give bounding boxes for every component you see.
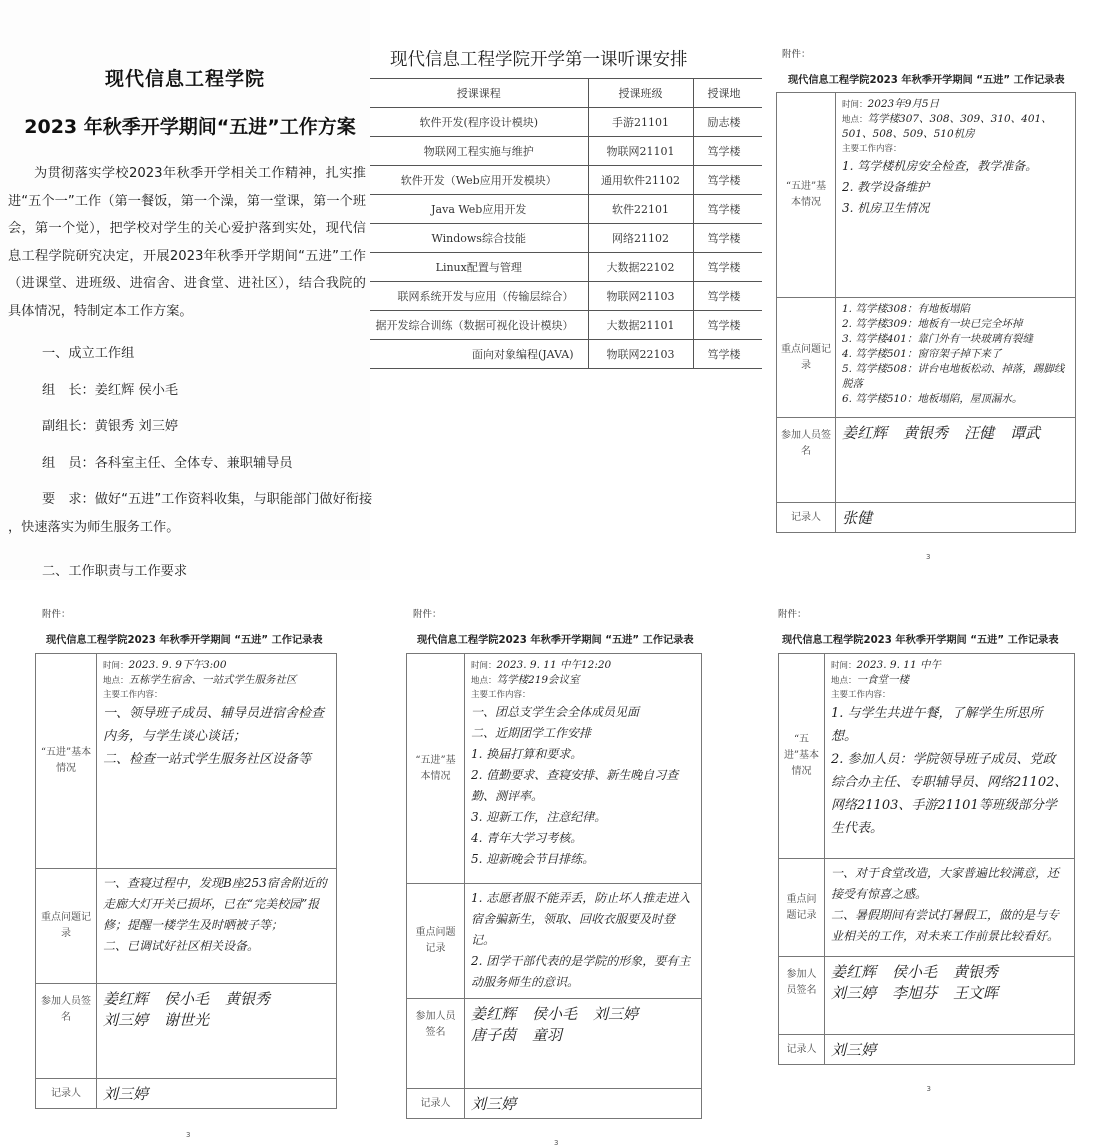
cell-place: 笃学楼	[693, 224, 790, 253]
record-place: 五栋学生宿舍、一站式学生服务社区	[128, 674, 297, 686]
record-time: 2023年9月5日	[867, 98, 940, 110]
schedule-row	[370, 253, 790, 282]
schedule-row	[370, 108, 790, 137]
row-recorder	[777, 503, 1076, 533]
participant-signature: 谭武	[1010, 424, 1041, 442]
cell-place: 励志楼	[693, 108, 790, 137]
participant-signature: 汪健	[964, 424, 995, 442]
participant-signature: 刘三婷	[103, 1011, 149, 1029]
label-key-issues: 重点问题记录	[777, 298, 836, 418]
content-item: 1. 换届打算和要求。	[471, 747, 583, 761]
issue-item: 2. 笃学楼309：地板有一块已完全坏掉	[842, 318, 1023, 330]
content-item: 二、检查一站式学生服务社区设备等	[103, 752, 312, 767]
cell-course: 软件开发（Web应用开发模块）	[370, 166, 588, 195]
issue-list	[842, 302, 1069, 407]
cell-place: 笃学楼	[693, 166, 790, 195]
plan-deputy: 副组长：黄银秀 刘三婷	[42, 419, 179, 434]
cell-place: 笃学楼	[693, 137, 790, 166]
content-item: 二、近期团学工作安排	[471, 726, 592, 740]
label-basic-situation: “五进”基本情况	[779, 654, 825, 859]
plan-section-2: 二、工作职责与工作要求	[42, 564, 188, 579]
content-list	[842, 156, 1069, 219]
label-basic-situation: “五进”基本情况	[36, 654, 97, 869]
recorder-signature: 张健	[842, 509, 873, 527]
key-issues-cell	[465, 884, 702, 999]
cell-place: 笃学楼	[693, 195, 790, 224]
row-recorder	[36, 1079, 337, 1109]
plan-members: 组 员：各科室主任、全体专、兼职辅导员	[42, 455, 293, 471]
plan-body	[8, 160, 373, 586]
cell-course: 软件开发(程序设计模块)	[370, 108, 588, 137]
basic-situation-cell	[825, 654, 1075, 859]
participants-signatures	[97, 984, 337, 1079]
plan-section-1: 一、成立工作组	[42, 346, 135, 361]
content-item: 4. 青年大学习考核。	[471, 831, 583, 845]
record-title: 现代信息工程学院2023 年秋季开学期间 “五进” 工作记录表	[417, 635, 694, 646]
plan-org-name: 现代信息工程学院	[104, 68, 265, 90]
schedule-header-row	[370, 79, 790, 108]
content-item: 一、领导班子成员、辅导员进宿舍检查内务，与学生谈心谈话；	[103, 706, 325, 744]
participant-signature: 刘三婷	[831, 984, 877, 1002]
time-label: 时间：	[103, 661, 129, 671]
issue-item: 1. 志愿者服不能弄丢，防止坏人推走进入宿舍骗新生，领取、回收衣服要及时登记。	[471, 891, 691, 947]
cell-class: 物联网22103	[588, 340, 693, 369]
page-number: 3	[926, 1085, 931, 1093]
row-participants	[407, 999, 702, 1089]
attachment-label: 附件：	[413, 609, 442, 620]
schedule-row	[370, 282, 790, 311]
schedule-title: 现代信息工程学院开学第一课听课安排	[390, 50, 688, 70]
basic-situation-cell	[465, 654, 702, 884]
lecture-schedule	[372, 30, 760, 370]
plan-requirement-cont: ，快速落实为师生服务工作。	[8, 519, 180, 535]
issue-item: 二、暑假期间有尝试打暑假工，做的是与专业相关的工作，对未来工作前景比较看好。	[831, 908, 1060, 943]
label-key-issues: 重点问题记录	[36, 869, 97, 984]
recorder-signature: 刘三婷	[831, 1041, 877, 1059]
header-course: 授课课程	[370, 79, 588, 108]
schedule-row	[370, 137, 790, 166]
record-place: 笃学楼219会议室	[496, 674, 580, 686]
key-issues-cell	[836, 298, 1076, 418]
content-item: 1. 笃学楼机房安全检查，教学准备。	[842, 159, 1038, 173]
row-recorder	[407, 1089, 702, 1119]
record-form-4	[760, 590, 1114, 1114]
schedule-row	[370, 195, 790, 224]
content-label: 主要工作内容：	[831, 690, 891, 700]
participant-signature: 谢世光	[164, 1011, 210, 1029]
participant-signature: 刘三婷	[593, 1005, 639, 1023]
content-label: 主要工作内容：	[471, 690, 531, 700]
record-table	[776, 92, 1076, 533]
cell-class: 物联网21101	[588, 137, 693, 166]
place-label: 地点：	[842, 115, 868, 125]
recorder-cell	[836, 503, 1076, 533]
issue-list	[831, 863, 1068, 947]
content-label: 主要工作内容：	[103, 690, 163, 700]
schedule-row	[370, 166, 790, 195]
issue-item: 二、已调试好社区相关设备。	[103, 939, 260, 953]
content-list	[103, 702, 330, 771]
content-item: 2. 教学设备维护	[842, 180, 930, 194]
row-basic	[407, 654, 702, 884]
recorder-signature: 刘三婷	[103, 1085, 149, 1103]
place-label: 地点：	[103, 676, 129, 686]
participant-signature: 黄银秀	[225, 990, 271, 1008]
label-participants: 参加人员签名	[36, 984, 97, 1079]
label-basic-situation: “五进”基本情况	[777, 93, 836, 298]
issue-item: 1. 笃学楼308：有地板塌陷	[842, 303, 970, 315]
basic-situation-cell	[97, 654, 337, 869]
issue-item: 4. 笃学楼501：窗帘架子掉下来了	[842, 348, 1002, 360]
row-basic	[777, 93, 1076, 298]
issue-item: 一、对于食堂改造，大家普遍比较满意，还接受有惊喜之感。	[831, 866, 1060, 901]
content-item: 2. 值勤要求、查寝安排、新生晚自习查勤、测评率。	[471, 768, 679, 803]
issue-list	[471, 888, 695, 993]
record-title: 现代信息工程学院2023 年秋季开学期间 “五进” 工作记录表	[782, 635, 1059, 646]
cell-class: 网络21102	[588, 224, 693, 253]
record-time: 2023. 9. 9下午3:00	[128, 659, 227, 671]
row-participants	[777, 418, 1076, 503]
cell-course: 面向对象编程(JAVA)	[370, 340, 588, 369]
record-table	[406, 653, 702, 1119]
row-issues	[407, 884, 702, 999]
issue-item: 2. 团学干部代表的是学院的形象，要有主动服务师生的意识。	[471, 954, 691, 989]
row-basic	[779, 654, 1075, 859]
record-form-3	[395, 590, 760, 1147]
cell-course: Windows综合技能	[370, 224, 588, 253]
cell-class: 软件22101	[588, 195, 693, 224]
key-issues-cell	[97, 869, 337, 984]
row-recorder	[779, 1035, 1075, 1065]
cell-place: 笃学楼	[693, 311, 790, 340]
time-label: 时间：	[831, 661, 857, 671]
cell-place: 笃学楼	[693, 282, 790, 311]
attachment-label: 附件：	[782, 49, 811, 60]
plan-title: 2023 年秋季开学期间“五进”工作方案	[24, 116, 356, 138]
cell-class: 物联网21103	[588, 282, 693, 311]
label-key-issues: 重点问题记录	[407, 884, 465, 999]
label-basic-situation: “五进”基本情况	[407, 654, 465, 884]
cell-place: 笃学楼	[693, 340, 790, 369]
cell-course: 据开发综合训练（数据可视化设计模块）	[370, 311, 588, 340]
content-item: 3. 机房卫生情况	[842, 201, 930, 215]
content-list	[831, 702, 1068, 840]
participant-signature: 姜红辉	[471, 1005, 517, 1023]
record-time: 2023. 9. 11 中午	[856, 659, 941, 671]
cell-course: 联网系统开发与应用（传输层综合）	[370, 282, 588, 311]
row-participants	[36, 984, 337, 1079]
record-title: 现代信息工程学院2023 年秋季开学期间 “五进” 工作记录表	[788, 75, 1065, 86]
header-class: 授课班级	[588, 79, 693, 108]
content-item: 1. 与学生共进午餐，了解学生所思所想。	[831, 706, 1043, 744]
issue-list	[103, 873, 330, 957]
participant-signature: 姜红辉	[842, 424, 888, 442]
record-time: 2023. 9. 11 中午12:20	[496, 659, 612, 671]
key-issues-cell	[825, 859, 1075, 957]
cell-class: 通用软件21102	[588, 166, 693, 195]
issue-item: 6. 笃学楼510：地板塌陷，屋顶漏水。	[842, 393, 1023, 405]
row-participants	[779, 957, 1075, 1035]
content-item: 3. 迎新工作，注意纪律。	[471, 810, 607, 824]
row-basic	[36, 654, 337, 869]
row-issues	[779, 859, 1075, 957]
attachment-label: 附件：	[42, 609, 71, 620]
place-label: 地点：	[471, 676, 497, 686]
label-recorder: 记录人	[407, 1089, 465, 1119]
time-label: 时间：	[471, 661, 497, 671]
cell-course: Linux配置与管理	[370, 253, 588, 282]
label-participants: 参加人员签名	[779, 957, 825, 1035]
schedule-table	[370, 78, 790, 369]
record-form-2	[0, 590, 385, 1139]
page-number: 3	[186, 1131, 191, 1139]
content-item: 一、团总支学生会全体成员见面	[471, 705, 640, 719]
page-number: 3	[926, 553, 931, 561]
place-label: 地点：	[831, 676, 857, 686]
participant-signature: 王文晖	[953, 984, 999, 1002]
cell-class: 大数据22102	[588, 253, 693, 282]
participant-signature: 姜红辉	[103, 990, 149, 1008]
cell-course: Java Web应用开发	[370, 195, 588, 224]
content-item: 5. 迎新晚会节目排练。	[471, 852, 595, 866]
record-title: 现代信息工程学院2023 年秋季开学期间 “五进” 工作记录表	[46, 635, 323, 646]
row-issues	[36, 869, 337, 984]
cell-course: 物联网工程实施与维护	[370, 137, 588, 166]
recorder-cell	[465, 1089, 702, 1119]
participant-signature: 童羽	[532, 1026, 563, 1044]
plan-requirement: 要 求：做好“五进”工作资料收集，与职能部门做好衔接	[42, 492, 373, 507]
label-participants: 参加人员签名	[407, 999, 465, 1089]
plan-intro: 为贯彻落实学校2023年秋季开学相关工作精神，扎实推进“五个一”工作（第一餐饭，第一个澡，第一堂课，第一个班会，第一个觉），把学校对学生的关心爱护落到实处，现代信息工程学院研究决定，开展2023年秋季开学期间“五进”工作（进课堂、进班级、进宿舍、进食堂、进社区），结合我院的具体情况，特制定本工作方案。	[8, 166, 366, 319]
attachment-label: 附件：	[778, 609, 807, 620]
label-key-issues: 重点问题记录	[779, 859, 825, 957]
participant-signature: 黄银秀	[903, 424, 949, 442]
label-recorder: 记录人	[777, 503, 836, 533]
participant-signature: 侯小毛	[892, 963, 938, 981]
cell-place: 笃学楼	[693, 253, 790, 282]
record-place: 一食堂一楼	[856, 674, 910, 686]
plan-leader: 组 长：姜红辉 侯小毛	[42, 382, 179, 398]
record-place: 笃学楼307、308、309、310、401、501、508、509、510机房	[842, 113, 1052, 140]
label-recorder: 记录人	[779, 1035, 825, 1065]
content-list	[471, 702, 695, 870]
participant-signature: 姜红辉	[831, 963, 877, 981]
page-number: 3	[554, 1139, 559, 1147]
issue-item: 一、查寝过程中，发现B座253宿舍附近的走廊大灯开关已损坏，已在“完美校园”报修；提醒一楼学生及时晒被子等；	[103, 876, 327, 932]
record-table	[778, 653, 1075, 1065]
label-recorder: 记录人	[36, 1079, 97, 1109]
participant-signature: 唐子茵	[471, 1026, 517, 1044]
recorder-cell	[97, 1079, 337, 1109]
schedule-row	[370, 340, 790, 369]
row-issues	[777, 298, 1076, 418]
schedule-row	[370, 224, 790, 253]
label-participants: 参加人员签名	[777, 418, 836, 503]
work-plan-document	[0, 0, 373, 580]
issue-item: 5. 笃学楼508：讲台电地板松动、掉落，踢脚线脱落	[842, 363, 1065, 390]
header-place: 授课地	[693, 79, 790, 108]
recorder-cell	[825, 1035, 1075, 1065]
participant-signature: 李旭芬	[892, 984, 938, 1002]
participants-signatures	[465, 999, 702, 1089]
content-item: 2. 参加人员：学院领导班子成员、党政综合办主任、专职辅导员、网络21102、网络21103、手游21101等班级部分学生代表。	[831, 752, 1068, 836]
recorder-signature: 刘三婷	[471, 1095, 517, 1113]
participant-signature: 黄银秀	[953, 963, 999, 981]
participant-signature: 侯小毛	[164, 990, 210, 1008]
schedule-row	[370, 311, 790, 340]
time-label: 时间：	[842, 100, 868, 110]
cell-class: 大数据21101	[588, 311, 693, 340]
record-table	[35, 653, 337, 1109]
basic-situation-cell	[836, 93, 1076, 298]
content-label: 主要工作内容：	[842, 144, 902, 154]
participant-signature: 侯小毛	[532, 1005, 578, 1023]
participants-signatures	[825, 957, 1075, 1035]
record-form-1	[762, 30, 1114, 561]
cell-class: 手游21101	[588, 108, 693, 137]
issue-item: 3. 笃学楼401：靠门外有一块玻璃有裂缝	[842, 333, 1033, 345]
participants-signatures	[836, 418, 1076, 503]
